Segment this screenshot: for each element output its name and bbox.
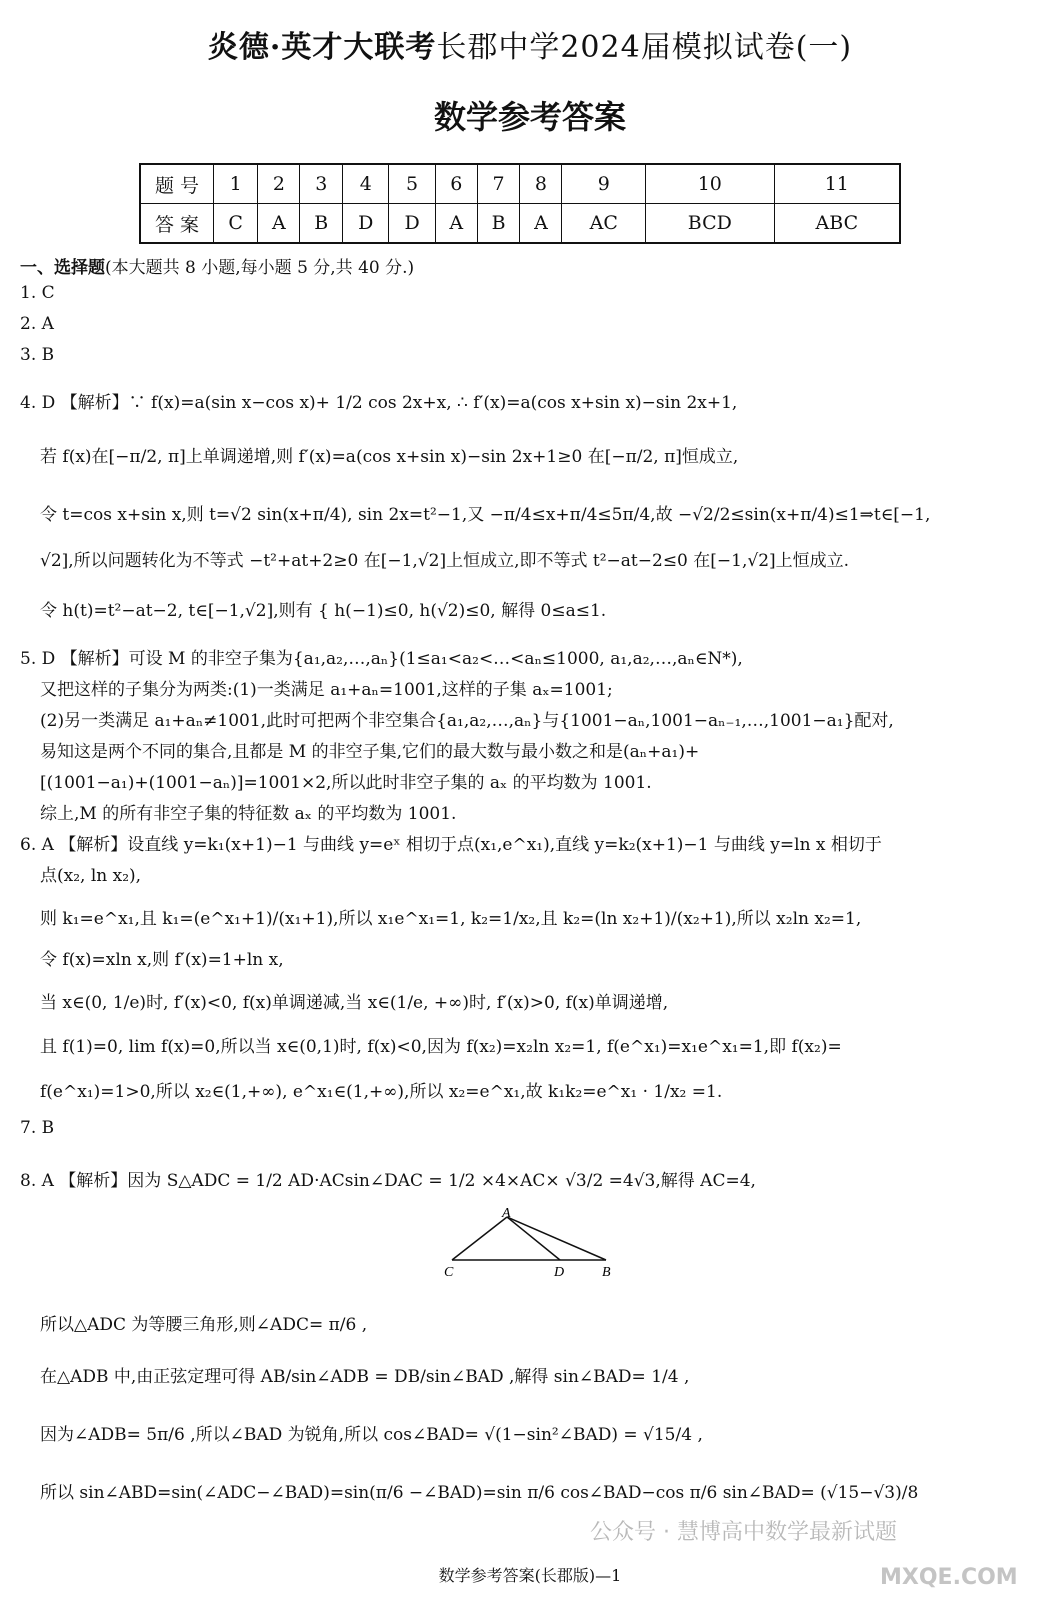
label-a: A — [502, 1206, 511, 1221]
row-label-number: 题 号 — [140, 164, 214, 204]
table-cell: 10 — [645, 164, 774, 204]
text-line: f(e^x₁)=1>0,所以 x₂∈(1,+∞), e^x₁∈(1,+∞),所以 x₂=e^x₁,故 k₁k₂=e^x₁ · 1/x₂ =1. — [40, 1082, 723, 1102]
table-cell: D — [389, 204, 435, 244]
table-cell: A — [435, 204, 477, 244]
section-title: 一、选择题 — [20, 258, 105, 278]
text-line: 3. B — [20, 345, 55, 365]
table-cell: D — [343, 204, 389, 244]
text-line: 综上,M 的所有非空子集的特征数 aₓ 的平均数为 1001. — [40, 804, 457, 824]
text-line: 5. D 【解析】可设 M 的非空子集为{a₁,a₂,…,aₙ}(1≤a₁<a₂<…<aₙ≤1000, a₁,a₂,…,aₙ∈N*), — [20, 649, 743, 669]
section-note: (本大题共 8 小题,每小题 5 分,共 40 分.) — [105, 258, 415, 278]
text-line: √2],所以问题转化为不等式 −t²+at+2≥0 在[−1,√2]上恒成立,即不等式 t²−at−2≤0 在[−1,√2]上恒成立. — [40, 551, 850, 571]
answer-table — [139, 163, 901, 244]
table-cell: 1 — [214, 164, 258, 204]
text-line: 点(x₂, ln x₂), — [40, 866, 142, 886]
table-cell: 5 — [389, 164, 435, 204]
text-line: 在△ADB 中,由正弦定理可得 AB/sin∠ADB = DB/sin∠BAD ,解得 sin∠BAD= 1/4 , — [40, 1367, 690, 1387]
table-cell: B — [477, 204, 520, 244]
table-cell: 8 — [520, 164, 562, 204]
table-cell: 6 — [435, 164, 477, 204]
exam-header — [0, 22, 1060, 66]
answer-row — [140, 204, 900, 244]
text-line: 2. A — [20, 314, 54, 334]
label-c: C — [444, 1265, 454, 1280]
text-line: 所以△ADC 为等腰三角形,则∠ADC= π/6 , — [40, 1315, 368, 1335]
table-cell: 11 — [774, 164, 900, 204]
table-cell: ABC — [774, 204, 900, 244]
text-line: 1. C — [20, 283, 55, 303]
table-cell: 4 — [343, 164, 389, 204]
segment-ad — [507, 1217, 560, 1260]
text-line: 若 f(x)在[−π/2, π]上单调递增,则 f′(x)=a(cos x+sin x)−sin 2x+1≥0 在[−π/2, π]恒成立, — [40, 447, 739, 467]
label-d: D — [554, 1265, 565, 1280]
text-line: 7. B — [20, 1118, 55, 1138]
table-cell: AC — [562, 204, 646, 244]
text-line: 且 f(1)=0, lim f(x)=0,所以当 x∈(0,1)时, f(x)<0,因为 f(x₂)=x₂ln x₂=1, f(e^x₁)=x₁e^x₁=1,即 f(x₂)= — [40, 1037, 842, 1057]
table-cell: 7 — [477, 164, 520, 204]
table-cell: 3 — [300, 164, 343, 204]
text-line: 当 x∈(0, 1/e)时, f′(x)<0, f(x)单调递减,当 x∈(1/e, +∞)时, f′(x)>0, f(x)单调递增, — [40, 993, 669, 1013]
text-line: 令 t=cos x+sin x,则 t=√2 sin(x+π/4), sin 2x=t²−1,又 −π/4≤x+π/4≤5π/4,故 −√2/2≤sin(x+π/4)≤1⇒t∈[−1, — [40, 505, 931, 525]
table-cell: C — [214, 204, 258, 244]
text-line: 8. A 【解析】因为 S△ADC = 1/2 AD·ACsin∠DAC = 1/2 ×4×AC× √3/2 =4√3,解得 AC=4, — [20, 1171, 756, 1191]
question-number-row — [140, 164, 900, 204]
text-line: 易知这是两个不同的集合,且都是 M 的非空子集,它们的最大数与最小数之和是(aₙ+a₁)+ — [40, 742, 700, 762]
table-cell: A — [520, 204, 562, 244]
segment-ca — [452, 1217, 507, 1260]
text-line: [(1001−a₁)+(1001−aₙ)]=1001×2,所以此时非空子集的 aₓ 的平均数为 1001. — [40, 773, 652, 793]
text-line: 令 h(t)=t²−at−2, t∈[−1,√2],则有 { h(−1)≤0, h(√2)≤0, 解得 0≤a≤1. — [40, 601, 607, 621]
watermark-url: MXQE.COM — [880, 1565, 1018, 1590]
text-line: 所以 sin∠ABD=sin(∠ADC−∠BAD)=sin(π/6 −∠BAD)=sin π/6 cos∠BAD−cos π/6 sin∠BAD= (√15−√3)/8 — [40, 1483, 919, 1503]
row-label-answer: 答 案 — [140, 204, 214, 244]
text-line: 令 f(x)=xln x,则 f′(x)=1+ln x, — [40, 950, 284, 970]
exam-brand: 炎德·英才大联考 — [207, 30, 437, 65]
table-cell: BCD — [645, 204, 774, 244]
section-heading — [20, 253, 414, 278]
text-line: 则 k₁=e^x₁,且 k₁=(e^x₁+1)/(x₁+1),所以 x₁e^x₁=1, k₂=1/x₂,且 k₂=(ln x₂+1)/(x₂+1),所以 x₂ln x₂=1, — [40, 909, 862, 929]
watermark-text: 公众号 · 慧博高中数学最新试题 — [590, 1520, 897, 1545]
text-line: 因为∠ADB= 5π/6 ,所以∠BAD 为锐角,所以 cos∠BAD= √(1−sin²∠BAD) = √15/4 , — [40, 1425, 703, 1445]
table-cell: 2 — [258, 164, 300, 204]
page-footer: 数学参考答案(长郡版)—1 — [438, 1566, 622, 1585]
text-line: 4. D 【解析】∵ f(x)=a(sin x−cos x)+ 1/2 cos 2x+x, ∴ f′(x)=a(cos x+sin x)−sin 2x+1, — [20, 393, 738, 413]
segment-ab — [507, 1217, 606, 1260]
text-line: 又把这样的子集分为两类:(1)一类满足 a₁+aₙ=1001,这样的子集 aₓ=1001; — [40, 680, 613, 700]
table-cell: A — [258, 204, 300, 244]
triangle-figure — [440, 1205, 620, 1280]
exam-title: 长郡中学2024届模拟试卷(一) — [436, 30, 853, 65]
table-cell: 9 — [562, 164, 646, 204]
text-line: 6. A 【解析】设直线 y=k₁(x+1)−1 与曲线 y=eˣ 相切于点(x₁,e^x₁),直线 y=k₂(x+1)−1 与曲线 y=ln x 相切于 — [20, 835, 882, 855]
page-title: 数学参考答案 — [433, 98, 626, 136]
table-cell: B — [300, 204, 343, 244]
text-line: (2)另一类满足 a₁+aₙ≠1001,此时可把两个非空集合{a₁,a₂,…,aₙ}与{1001−aₙ,1001−aₙ₋₁,…,1001−a₁}配对, — [40, 711, 894, 731]
label-b: B — [602, 1265, 611, 1280]
